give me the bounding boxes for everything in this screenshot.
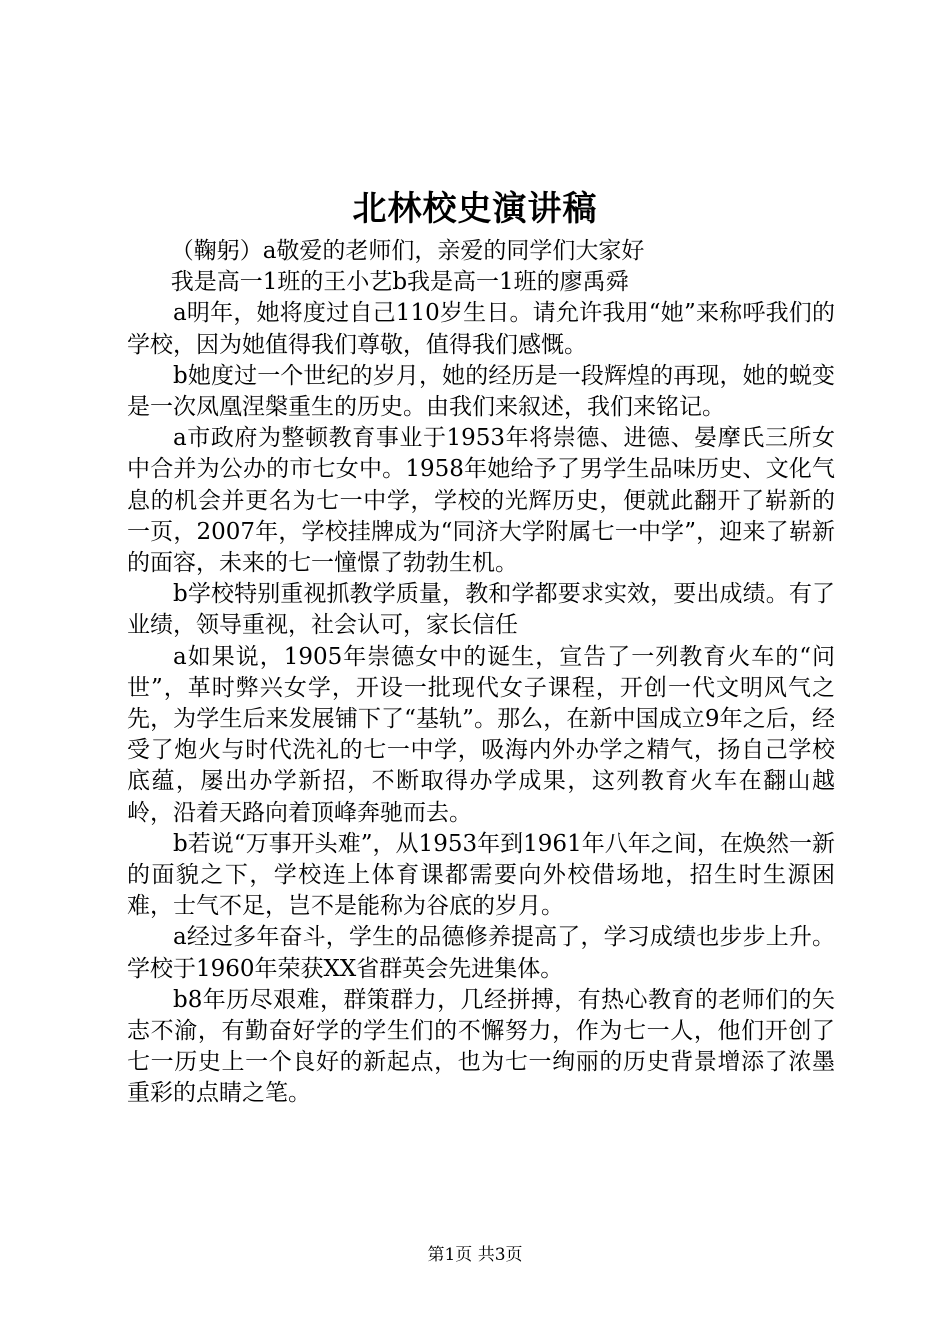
paragraph: b她度过一个世纪的岁月，她的经历是一段辉煌的再现，她的蜕变是一次凤凰涅槃重生的历史。由我们来叙述，我们来铭记。 <box>127 362 835 421</box>
paragraph: （鞠躬）a敬爱的老师们，亲爱的同学们大家好 <box>170 238 645 264</box>
paragraph: b若说“万事开头难”，从1953年到1961年八年之间，在焕然一新的面貌之下，学校连上体育课都需要向外校借场地，招生时生源困难，士气不足，岂不是能称为谷底的岁月。 <box>127 830 835 920</box>
paragraph: a经过多年奋斗，学生的品德修养提高了，学习成绩也步步上升。学校于1960年荣获XX省群英会先进集体。 <box>127 924 835 982</box>
paragraph: b8年历尽艰难，群策群力，几经拼搏，有热心教育的老师们的矢志不渝，有勤奋好学的学生们的不懈努力，作为七一人，他们开创了七一历史上一个良好的新起点，也为七一绚丽的历史背景增添了浓墨重彩的点睛之笔。 <box>127 986 835 1107</box>
document-body <box>127 236 835 1110</box>
paragraph: a明年，她将度过自己110岁生日。请允许我用“她”来称呼我们的学校，因为她值得我们尊敬，值得我们感慨。 <box>127 300 835 358</box>
paragraph: 我是高一1班的王小艺b我是高一1班的廖禹舜 <box>170 269 629 296</box>
paragraph: a如果说，1905年崇德女中的诞生，宣告了一列教育火车的“问世”，革时弊兴女学，开设一批现代女子课程，开创一代文明风气之先，为学生后来发展铺下了“基轨”。那么，在新中国成立9年之后，经受了炮火与时代洗礼的七一中学，吸海内外办学之精气，扬自己学校底蕴，屡出办学新招，不断取得办学成果，这列教育火车在翻山越岭，沿着天路向着顶峰奔驰而去。 <box>127 643 835 826</box>
paragraph: b学校特别重视抓教学质量，教和学都要求实效，要出成绩。有了业绩，领导重视，社会认可，家长信任 <box>127 581 835 639</box>
paragraph: a市政府为整顿教育事业于1953年将崇德、进德、晏摩氏三所女中合并为公办的市七女中。1958年她给予了男学生品味历史、文化气息的机会并更名为七一中学，学校的光辉历史，便就此翻开了崭新的一页，2007年，学校挂牌成为“同济大学附属七一中学”，迎来了崭新的面容，未来的七一憧憬了勃勃生机。 <box>127 425 835 577</box>
page-number-footer: 第1页 共3页 <box>427 1245 523 1265</box>
document-title: 北林校史演讲稿 <box>352 189 598 229</box>
